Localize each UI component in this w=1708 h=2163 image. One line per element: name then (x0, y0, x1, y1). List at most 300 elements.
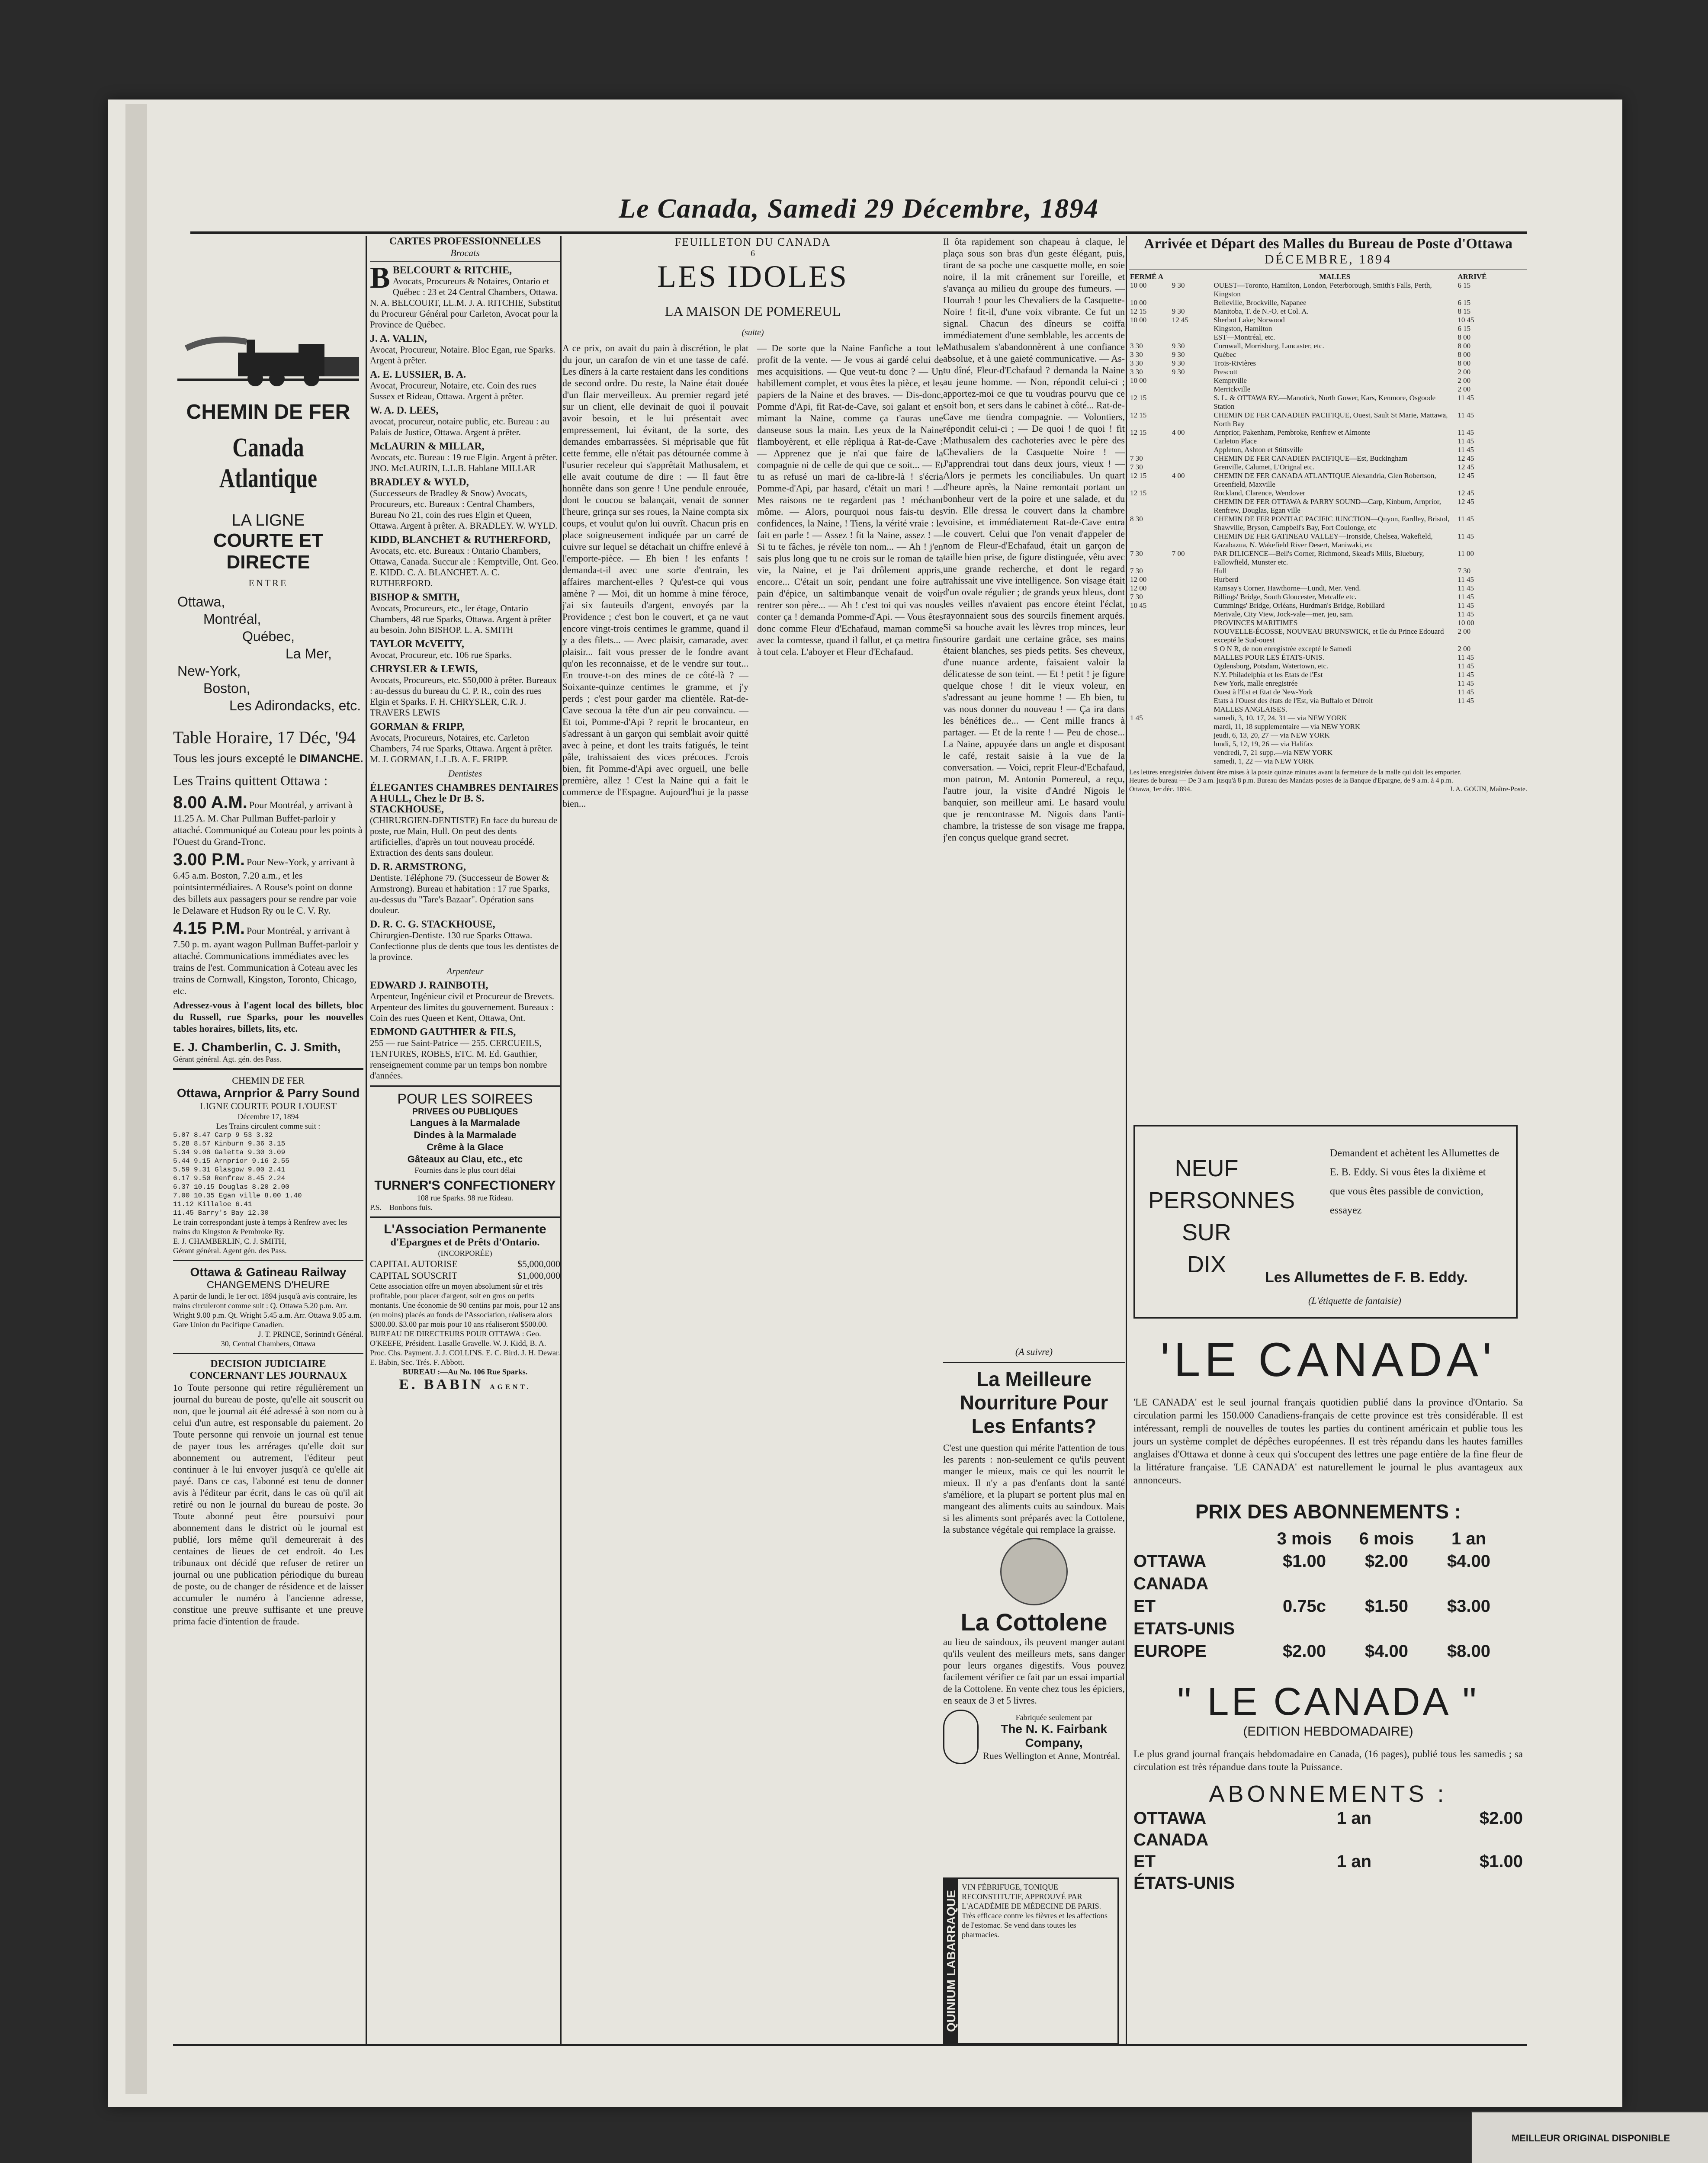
mail-row (1129, 688, 1527, 696)
masthead (190, 193, 1527, 231)
mail-row (1129, 463, 1527, 472)
card-name: D. R. C. G. STACKHOUSE, (370, 919, 495, 930)
capital-authorised (370, 1258, 560, 1270)
close-time: 10 45 (1130, 601, 1147, 610)
mail-row (1129, 740, 1527, 748)
close-time (1129, 324, 1171, 333)
departure-text: Pour Montréal, y arrivant à 7.50 p. m. ayant wagon Pullman Buffet-parloir y attaché. Communications immédiates avec les trains de l'est. Communication à Coteau avec les trains de Cornwall, Kingston, Toronto, Chicago, etc. (173, 925, 359, 996)
mail-row (1129, 515, 1527, 532)
timetable-date: Table Horaire, 17 Déc, '94 (173, 728, 356, 747)
business-card (370, 405, 560, 438)
card-text: avocat, procureur, notaire public, etc. Bureau : au Palais de Justice, Ottawa. Argent à prêter. (370, 416, 549, 437)
arrive-time: 2 00 (1458, 385, 1471, 393)
maker-name: The N. K. Fairbank Company, (1001, 1722, 1108, 1749)
city: Boston, (203, 680, 250, 696)
close-time (1129, 532, 1171, 549)
arrive-time (1457, 731, 1527, 740)
mail-row (1129, 593, 1527, 601)
cottolene-pail-icon (943, 1710, 979, 1764)
close-time: 3 30 (1130, 368, 1143, 376)
card-name: ÉLEGANTES CHAMBRES DENTAIRES A HULL, Chez le Dr B. S. STACKHOUSE, (370, 782, 559, 815)
business-card (370, 535, 560, 589)
arrive-time: 12 45 (1458, 489, 1474, 497)
mail-row (1129, 489, 1527, 497)
oapr-row: 6.37 10.15 Douglas 8.20 2.00 (173, 1183, 289, 1191)
mail-route: lundi, 5, 12, 19, 26 — via Halifax (1214, 740, 1313, 748)
cottolene-brand: La Cottolene (960, 1608, 1108, 1636)
card-text: Avocat, Procureur, Notaire. Bloc Egan, rue Sparks. Argent à prêter. (370, 344, 555, 366)
malles-header: MALLES (1319, 273, 1351, 281)
business-card (370, 639, 560, 661)
mail-route: Québec (1214, 350, 1236, 359)
close-time (1129, 645, 1171, 653)
meilleure-title: La Meilleure Nourriture Pour Les Enfants? (960, 1368, 1108, 1437)
page-fold (125, 104, 147, 2094)
price-cell: $3.00 (1447, 1597, 1491, 1616)
arrive-time: 11 45 (1458, 593, 1474, 601)
card-text: Avocats, Procureurs, etc., ler étage, Ontario Chambers, 48 rue Sparks, Ottawa. Argent à prêter au besoin. John BISHOP. L. A. SMITH (370, 603, 551, 635)
soirees-note: Fournies dans le plus court délai (414, 1166, 516, 1175)
arpenteur-label: Arpenteur (446, 966, 484, 976)
card-name: A. E. LUSSIER, B. A. (370, 369, 466, 380)
mails-footer-1: Les lettres enregistrées doivent être mises à la poste quinze minutes avant la fermeture de la malle qui doit les emporter. (1129, 769, 1461, 776)
close-time (1129, 731, 1171, 740)
card-text: Avocats, Procureurs, Notaires, etc. Carleton Chambers, 74 rue Sparks, Ottawa. Argent à prêter. M. J. GORMAN, L.L.B. A. E. FRIPP. (370, 732, 553, 764)
close-time-pm (1171, 740, 1213, 748)
mail-row (1129, 671, 1527, 679)
quinium-ad (943, 1877, 1119, 2044)
mail-route: samedi, 3, 10, 17, 24, 31 — via NEW YORK (1214, 714, 1347, 722)
card-name: EDMOND GAUTHIER & FILS, (370, 1027, 516, 1038)
mail-route: S O N R, de non enregistrée excepté le Samedi (1214, 645, 1352, 653)
feuilleton-column-right: — De sorte que la Naine Fanfiche a tout le profit de la vente. — Je vous ai gardé celui de mes acquisitions. — Que veut-tu donc ? — Un habillement complet, et vous êtes la pièce, et les papiers de la Naine et des braves. — Dis-donc, Pomme d'Api, fit Rat-de-Cave, soi galant et en mimant la Naine, comme ça t'auras une danseuse sous la main. Les yeux de la Naine flamboyèrent, et elle répliqua à Rat-de-Cave : — Apprenez que je n'ai que faire de la compagnie ni de celle de qui que ce soit... — Et tu as refusé un mari de ca-libre-là ! s'écria Pomme-d'Api, par hasard, c'était un mari ! — Mes raisons ne te regardent pas ! méchant môme. — Alors, pourquoi nous fais-tu des confidences, la Naine, ! Tiens, la vérité vraie : le fait en parle ! — Assez ! fit la Naine, assez ! — Si tu te fâches, je révèle ton nom... — Ah ! j'en sais plus long que tu ne crois sur le roman de ta vie, la Naine, et je l'ai drôlement appris, encore... C'était un soir, pendant une foire au pain d'épice, un saltimbanque venait de voir rentrer son père... — Ah ! c'est toi qui vas nous conter ça ! demanda Pomme-d'Api. — Vous êtes donc comme Fleur d'Echafaud, maman comme avec la comtesse, quand il fallut, et ça mettra fin à tout cela. L'aboyer et Fleur d'Echafaud. (757, 343, 943, 657)
child-portrait (1000, 1538, 1068, 1605)
card-text: 255 — rue Saint-Patrice — 255. CERCUEILS, TENTURES, ROBES, ETC. M. Ed. Gauthier, renseignement comme par un temps bon nombre d'années. (370, 1038, 547, 1081)
card-text: (Successeurs de Bradley & Snow) Avocats, Procureurs, etc. Bureaux : Central Chambers, Bureau No 21, coin des rues Elgin et Queen, Ottawa. Argent à prêter. A. BRADLEY. W. WYLD. (370, 488, 558, 531)
mail-row (1129, 350, 1527, 359)
mail-route: Cornwall, Morrisburg, Lancaster, etc. (1214, 342, 1324, 350)
feuilleton-body (562, 342, 943, 809)
close-time: 12 15 (1130, 307, 1147, 315)
price-row-label: CANADA (1133, 1574, 1209, 1593)
close-time: 8 30 (1130, 515, 1143, 523)
mails-body (1129, 281, 1527, 766)
hebdo-price: $1.00 (1479, 1852, 1523, 1871)
arrive-time: 11 45 (1458, 653, 1474, 661)
close-time-pm (1171, 696, 1213, 705)
mail-route: S. L. & OTTAWA RY.—Manotick, North Gower, Kars, Kenmore, Osgoode Station (1214, 394, 1436, 411)
arrive-time: 11 45 (1458, 575, 1474, 584)
mail-route: Hurberd (1214, 575, 1239, 584)
signer-titles: Gérant général. Agt. gén. des Pass. (173, 1055, 282, 1063)
mail-route: Ramsay's Corner, Hawthorne—Lundi, Mer. Vend. (1214, 584, 1361, 592)
feuilleton-column-left: A ce prix, on avait du pain à discrétion, le plat du jour, un carafon de vin et une tasse de café. Les dîners à la carte restaient dans les conditions de second ordre. Du reste, la Naine était douée d'un flair merveilleux. Au premier regard jeté sur un client, elle devinait de quoi il pouvait avoir besoin, et le lui présentait avec empressement, lui évitant, de la sorte, des demandes embarrassées. Si méprisable que fût cette femme, elle n'était pas détournée comme à l'usurier receleur qui s'apprêtait Mathusalem, et elle avait coutume de dire : — Il faut être honnête dans son genre ! Une pendule enrouée, dont le coucou se balançait, venait de sonner l'heure, grinça sur ses roues, la Naine compta six coups, et voulut qu'on lui ouvrît. Chacun pris en place soigneusement indiquée par un carré de cuivre sur lequel se détachait un chiffre enlevé à l'emporte-pièce. — Eh bien ! les enfants ! demanda-t-il avec une sorte d'entrain, les affaires marchent-elles ? Qu'est-ce qui vous amène ? — Moi, dit un homme à mine féroce, j'ai six fauteuils d'argent, envoyés par la Providence ; c'est bon le couvert, et ça ne vaut encore vingt-trois centimes le gramme, quand il y a des filets... — Avec plaisir, camarade, avec plaisir... fait vous presser de le fondre avant qu'on les reconnaisse, et de le vendre sur tout... En trouve-t-on des mines de ce côté-là ? — Soixante-quinze centimes le gramme, et j'y perds ; c'est pour garder ma clientèle. Rat-de-Cave secoua la tête d'un air peu convaincu. — Et toi, Pomme-d'Api ? reprit le brocanteur, en s'adressant à un garçon qui semblait avoir quitté avec à peine, et dont les traits fatigués, le teint pâle, trahissaient des vices précoces. J'crois bien, fit Pomme-d'Api avec orgueil, une belle première, allez ! C'est la Naine qui a fait le commerce de l'Espagne. Aujourd'hui je la passe bien... (562, 343, 748, 809)
og-text: A partir de lundi, le 1er oct. 1894 jusqu'à avis contraire, les trains circuleront comme suit : Q. Ottawa 5.20 p.m. Arr. Wright 9.00 p.m. Qt. Wright 5.45 a.m. Arr. Ottawa 9.05 a.m. Gare Union du Pacifique Canadien. (173, 1292, 362, 1329)
card-text: Dentiste. Téléphone 79. (Successeur de Bower & Armstrong). Bureau et habitation : 17 rue Sparks, au-dessus du "Tare's Bazaar". Opération sans douleur. (370, 873, 550, 915)
card-name: BELCOURT & RITCHIE, (392, 265, 512, 276)
close-time (1129, 671, 1171, 679)
close-time-pm (1171, 619, 1213, 627)
arrive-time: 11 45 (1458, 394, 1474, 402)
mail-route: Grenville, Calumet, L'Orignal etc. (1214, 463, 1314, 471)
close-time-pm (1171, 653, 1213, 662)
arrive-time: 11 45 (1458, 696, 1474, 705)
archive-stamp: MEILLEUR ORIGINAL DISPONIBLE (1471, 2111, 1708, 2163)
business-card (370, 980, 560, 1024)
arrive-time: 11 45 (1458, 610, 1474, 618)
close-time: 7 30 (1130, 454, 1143, 462)
arrive-time (1457, 705, 1527, 714)
quinium-bottle: QUINIUM LABARRAQUE (944, 1879, 958, 2043)
close-time (1129, 497, 1171, 515)
close-time (1129, 619, 1171, 627)
close-time-pm (1171, 705, 1213, 714)
maker-address: Rues Wellington et Anne, Montréal. (983, 1750, 1120, 1761)
city: New-York, (177, 663, 241, 679)
route-label: LA LIGNE (231, 511, 305, 530)
mail-route: Etats à l'Ouest des états de l'Est, via Buffalo et Détroit (1214, 696, 1373, 705)
mail-route: CHEMIN DE FER CANADIEN PACIFIQUE—Est, Buckingham (1214, 454, 1408, 462)
departure (173, 919, 363, 997)
close-time (1129, 662, 1171, 671)
oapr-row: 5.44 9.15 Arnprior 9.16 2.55 (173, 1157, 289, 1165)
close-time-pm: 4 00 (1172, 472, 1185, 480)
mail-route: samedi, 1, 22 — via NEW YORK (1214, 757, 1314, 765)
close-time-pm: 9 30 (1172, 307, 1185, 315)
arrive-time: 10 45 (1458, 316, 1474, 324)
price-row-label: ET (1133, 1597, 1156, 1616)
arrive-time: 11 45 (1458, 437, 1474, 445)
card-name: KIDD, BLANCHET & RUTHERFORD, (370, 534, 551, 546)
arrive-time: 6 15 (1458, 281, 1471, 289)
mail-route: Ouest à l'Est et Etat de New-York (1214, 688, 1313, 696)
maker-prefix: Fabriquée seulement par (1015, 1713, 1092, 1722)
mail-route: Ogdensburg, Potsdam, Watertown, etc. (1214, 662, 1329, 670)
mail-row (1129, 662, 1527, 671)
close-time: 12 00 (1130, 584, 1147, 592)
close-time-pm (1171, 515, 1213, 532)
close-time-pm (1171, 645, 1213, 653)
masthead-title: Le Canada, Samedi 29 Décembre, 1894 (619, 193, 1099, 224)
oapr-row: 7.00 10.35 Egan ville 8.00 1.40 (173, 1192, 302, 1200)
card-text: Avocats, Procureurs & Notaires, Ontario et Québec : 23 et 24 Central Chambers, Ottawa. N. A. BELCOURT, LL.M. J. A. RITCHIE, Substitut du Procureur Général pour Carleton, Avocat pour la Province de Québec. (370, 276, 560, 330)
story-text: Il ôta rapidement son chapeau à claque, le plaça sous son bras d'un geste élégant, puis, tirant de sa poche une casquette molle, en soie noire, il la mit crânement sur l'oreille, et s'avança au milieu du groupe des fumeurs. — Hourrah ! pour les Chevaliers de la Casquette-Noire ! fit-il, d'une voix vibrante. Ce fut un signal. Chacun des dîneurs se coiffa immédiatement d'une semblable, les accents de Mathusalem s'abandonnèrent à une confiance absolue, et à une gaieté communicative. — As-tu dîné, Fleur-d'Echafaud ? demanda la Naine au jeune homme. — Non, répondit celui-ci ; apportez-moi ce que tu voudras pourvu que ce soit bon, et sers dans le cabinet à côté... Rat-de-Cave me tiendra compagnie. — Volontiers, répondit celui-ci ; — De quoi ! de quoi ! fit Mathusalem des cachoteries avec le père des Chevaliers de la Casquette Noire ! — J'apprendrai tout dans deux jours, vieux ! — Alors je permets les conciliabules. Un quart d'heure après, la Naine remontait portant un bonheur vert de la poire et une salade, et du vin. Elle dressa le couvert dans la chambre voisine, et immédiatement Rat-de-Cave entra le couvert. Celui que l'on venait d'appeler de nom de Fleur-d'Echafaud, était un garçon de taille bien prise, de figure distinguée, vêtu avec une grande recherche, et dont le regard trahissait une vive intelligence. Son visage était d'un ovale régulier ; de grands yeux bleus, dont les veilles n'avaient pas encore éteint l'éclat, rayonnaient sous des sourcils finement arqués. Si sa bouche avait les lèvres trop minces, leur sourire gardait une certaine grâce, ses mains étaient blanches, ses pieds petits. Ses cheveux, d'une nuance ardente, faisaient valoir la délicatesse de son teint. — Et ! petit ! je figure quelque chose ! dit le vieux voleur, en s'adressant au jeune homme ! — Eh bien, tu vas nous donner du nouveau ! — Ça ira dans les bénéfices de... — Cent mille francs à partager. — Et de la rente ! — Peu de chose... La Naine, appuyée dans un angle et disposant le café, restait saisie à la vue de la conversation. — Voici, reprit Fleur-d'Echafaud, mon patron, M. Antonin Pomereul, a reçu, l'autre jour, la visite d'André Nigois le banquier, son meilleur ami. Le hasard voulu que je rencontrasse M. Nigois dans l'anti-chambre, la tristesse de son visage me frappa, j'en conçus quelque grand secret. (943, 236, 1125, 843)
mail-row (1129, 342, 1527, 350)
close-time (1129, 705, 1171, 714)
close-time: 12 15 (1130, 394, 1147, 402)
close-time-pm: 9 30 (1172, 368, 1185, 376)
hebdo-period: 1 an (1336, 1809, 1372, 1828)
mail-row (1129, 696, 1527, 705)
capital-value: $5,000,000 (517, 1258, 560, 1269)
mail-route: OUEST—Toronto, Hamilton, London, Peterborough, Smith's Falls, Perth, Kingston (1214, 281, 1432, 298)
mail-route: Cummings' Bridge, Orléans, Hurdman's Bridge, Robillard (1214, 601, 1385, 610)
business-card (370, 261, 560, 330)
story-suivre: (A suivre) (1015, 1346, 1053, 1357)
close-time-pm: 12 45 (1172, 316, 1188, 324)
mail-route: Kingston, Hamilton (1214, 324, 1272, 333)
daily-note (173, 752, 363, 765)
card-name: W. A. D. LEES, (370, 405, 439, 416)
feuilleton-subtitle: LA MAISON DE POMEREUL (665, 303, 841, 319)
fairbank-block (943, 1710, 1125, 1764)
arrive-time: 8 15 (1458, 307, 1471, 315)
price-table (1133, 1528, 1523, 1662)
close-time-pm (1171, 688, 1213, 696)
masthead-rule (190, 231, 1527, 234)
eddy-matches-ad (1133, 1125, 1518, 1319)
mail-row (1129, 281, 1527, 298)
price-cell: $2.00 (1282, 1642, 1326, 1661)
card-text: Avocat, Procureur, Notaire, etc. Coin des rues Sussex et Rideau, Ottawa. Argent à prêter. (370, 380, 536, 401)
close-time-pm: 9 30 (1172, 359, 1185, 367)
og-signer: J. T. PRINCE, Sorintnd't Général. (258, 1330, 363, 1338)
close-time-pm (1171, 593, 1213, 601)
oapr-footer: Le train correspondant juste à temps à Renfrew avec les trains du Kingston & Pembroke Ry. (173, 1218, 347, 1236)
price-cell: $4.00 (1447, 1552, 1491, 1571)
ferme-header: FERMÉ A (1130, 273, 1163, 281)
close-time (1129, 385, 1171, 394)
mail-row (1129, 298, 1527, 307)
mail-row (1129, 428, 1527, 437)
close-time: 7 30 (1130, 567, 1143, 575)
close-time: 3 30 (1130, 342, 1143, 350)
close-time-pm (1171, 411, 1213, 428)
soirees-item: Crême à la Glace (427, 1142, 504, 1152)
city: Montréal, (203, 611, 261, 627)
babin-label: E. BABIN (399, 1377, 484, 1393)
mails-title: Arrivée et Départ des Malles du Bureau de Poste d'Ottawa (1143, 236, 1513, 252)
oapr-note: Les Trains circulent comme suit : (216, 1122, 321, 1130)
arrive-time: 11 45 (1458, 428, 1474, 436)
arrive-time: 11 45 (1458, 688, 1474, 696)
city: Québec, (242, 629, 295, 644)
mail-route: MALLES POUR LES ÉTATS-UNIS. (1214, 653, 1324, 661)
column-railway (173, 236, 363, 2044)
babin-name (370, 1377, 560, 1393)
close-time: 3 30 (1130, 359, 1143, 367)
mail-route: Sherbot Lake; Norwood (1214, 316, 1285, 324)
capital-subscribed (370, 1270, 560, 1281)
mail-row (1129, 532, 1527, 549)
signers: E. J. Chamberlin, C. J. Smith, (173, 1040, 341, 1054)
oapr-name: Ottawa, Arnprior & Parry Sound (177, 1086, 360, 1100)
mail-row (1129, 316, 1527, 324)
close-time: 7 30 (1130, 549, 1143, 558)
mails-table (1129, 273, 1527, 766)
arrive-time: 11 45 (1458, 532, 1474, 540)
close-time: 3 30 (1130, 350, 1143, 359)
close-time: 10 00 (1130, 298, 1147, 307)
arrive-time: 2 00 (1458, 645, 1471, 653)
column-divider (1126, 236, 1127, 2044)
le-canada-ad (1133, 1332, 1523, 1894)
arrive-time: 11 45 (1458, 671, 1474, 679)
drop-cap: B (370, 261, 390, 295)
city: Ottawa, (177, 594, 225, 610)
close-time (1129, 696, 1171, 705)
close-time-pm (1171, 731, 1213, 740)
card-name: BRADLEY & WYLD, (370, 477, 469, 488)
close-time: 7 30 (1130, 593, 1143, 601)
close-time: 12 15 (1130, 489, 1147, 497)
price-cell: $2.00 (1364, 1552, 1409, 1571)
arrive-time: 2 00 (1458, 376, 1471, 385)
soirees-list (370, 1117, 560, 1165)
departure (173, 850, 363, 916)
section-label (370, 768, 560, 779)
mail-route: EST—Montréal, etc. (1214, 333, 1275, 341)
close-time-pm (1171, 376, 1213, 385)
arrive-time: 11 45 (1458, 515, 1474, 523)
mail-row (1129, 446, 1527, 454)
capital-value: $1,000,000 (517, 1270, 560, 1281)
cards-heading: CARTES PROFESSIONNELLES (389, 236, 541, 247)
price-cell: $1.00 (1282, 1552, 1326, 1571)
mail-row (1129, 757, 1527, 766)
close-time: 7 30 (1130, 463, 1143, 471)
mail-route: Merivale, City View, Jock-vale—mer, jeu, sam. (1214, 610, 1354, 618)
capital-label: CAPITAL AUTORISE (370, 1258, 458, 1269)
close-time-pm: 9 30 (1172, 342, 1185, 350)
eddy-brand: Les Allumettes de F. B. Eddy. (1265, 1269, 1468, 1286)
hebdo-price: $2.00 (1479, 1809, 1523, 1828)
business-card (370, 664, 560, 718)
close-time (1129, 688, 1171, 696)
price-row-label: OTTAWA (1133, 1552, 1207, 1571)
card-name: McLAURIN & MILLAR, (370, 441, 485, 452)
close-time (1129, 740, 1171, 748)
price-cell: $1.50 (1364, 1597, 1409, 1616)
column-divider (366, 236, 367, 2044)
close-time (1129, 722, 1171, 731)
cards-subheading: Brocats (450, 247, 480, 258)
mail-row (1129, 437, 1527, 446)
assoc-heading: L'Association Permanente (384, 1222, 546, 1236)
soirees-item: Dindes à la Marmalade (414, 1130, 517, 1140)
soirees-heading: POUR LES SOIREES (397, 1091, 533, 1107)
arrive-time: 11 45 (1458, 584, 1474, 592)
close-time-pm: 9 30 (1172, 350, 1185, 359)
close-time-pm (1171, 437, 1213, 446)
mail-row (1129, 584, 1527, 593)
turner-name: TURNER'S CONFECTIONERY (374, 1178, 556, 1193)
bottom-rule (173, 2044, 1527, 2046)
mails-footer-3 (1129, 785, 1527, 794)
column-feuilleton (562, 236, 943, 2044)
close-time (1129, 757, 1171, 766)
oapr-row: 5.59 9.31 Glasgow 9.00 2.41 (173, 1166, 286, 1174)
soirees-item: Gâteaux au Clau, etc., etc (407, 1154, 523, 1165)
soirees-item: Langues à la Marmalade (410, 1117, 520, 1128)
close-time: 12 15 (1130, 411, 1147, 419)
mail-route: Trois-Rivières (1214, 359, 1256, 367)
postmaster: J. A. GOUIN, Maître-Poste. (1449, 786, 1527, 793)
arrive-time: 6 15 (1458, 298, 1471, 307)
arrive-time: 6 15 (1458, 324, 1471, 333)
card-name: EDWARD J. RAINBOTH, (370, 980, 488, 991)
dentistes-label: Dentistes (448, 768, 482, 779)
card-name: D. R. ARMSTRONG, (370, 861, 466, 873)
mail-route: Manitoba, T. de N.-O. et Col. A. (1214, 307, 1309, 315)
arrive-time: 12 45 (1458, 454, 1474, 462)
price-row-label: EUROPE (1133, 1642, 1207, 1661)
neuf-line: SUR (1181, 1219, 1231, 1245)
hebdo-price-table (1133, 1807, 1523, 1894)
close-time-pm (1171, 584, 1213, 593)
business-card (370, 369, 560, 402)
mail-route: N.Y. Philadelphia et les Etats de l'Est (1214, 671, 1323, 679)
decision-text: 1o Toute personne qui retire régulièrement un journal du bureau de poste, qu'elle ait souscrit ou non, que le journal ait été adressé à son nom ou à celui d'un autre, est responsable du paiement. 2o Toute personne qui renvoie un journal est tenue de payer tous les arrérages qu'elle doit sur abonnement ou autrement, l'éditeur peut continuer à le lui envoyer jusqu'à ce qu'elle ait payé. Dans ce cas, l'abonné est tenu de donner avis à l'éditeur par écrit, dans le cas où qu'il ait retiré ou non le journal du bureau de poste. 3o Toute abonné peut être poursuivi pour abonnement dans le district où le journal est publié, lors même qu'il demeurerait à des centaines de lieues de cet endroit. 4o Les tribunaux ont décidé que refuser de retirer un journal ou une publication périodique du bureau de poste, ou de changer de résidence et de laisser accumuler le numéro à l'ancienne adresse, constitue une preuve suffisante et une preuve prima facie d'intention de fraude. (173, 1382, 363, 1627)
railway-headline: CHEMIN DE FER (186, 401, 350, 424)
section-label (370, 966, 560, 977)
mail-row (1129, 454, 1527, 463)
arrive-time: 11 45 (1458, 662, 1474, 670)
arrive-header: ARRIVÉ (1458, 273, 1487, 281)
og-address: 30, Central Chambers, Ottawa (221, 1339, 316, 1348)
soirees-sub: PRIVEES OU PUBLIQUES (412, 1107, 518, 1117)
arrive-time: 8 00 (1458, 350, 1471, 359)
mail-route: CHEMIN DE FER CANADIEN PACIFIQUE, Ouest, Sault St Marie, Mattawa, North Bay (1214, 411, 1448, 428)
arrive-time: 7 30 (1458, 567, 1471, 575)
card-text: Avocat, Procureur, etc. 106 rue Sparks. (370, 650, 512, 660)
close-time (1129, 748, 1171, 757)
arrive-time: 11 45 (1458, 679, 1474, 687)
business-card (370, 334, 560, 366)
babin-role: AGENT. (490, 1383, 531, 1391)
card-name: CHRYSLER & LEWIS, (370, 664, 478, 675)
departure-time: 3.00 P.M. (173, 850, 245, 869)
og-name: Ottawa & Gatineau Railway (190, 1265, 347, 1279)
neuf-line: PERSONNES (1148, 1187, 1295, 1213)
locomotive-illustration (173, 331, 363, 392)
mail-route: Arnprior, Pakenham, Pembroke, Renfrew et Almonte (1214, 428, 1371, 436)
cottolene-text: au lieu de saindoux, ils peuvent manger autant qu'ils veulent des meilleurs mets, sans danger pour leurs organes digestifs. Vous pouvez facilement vérifier ce fait par un essai impartial de la Cottolene. En vente chez tous les épiciers, en seaux de 3 et 5 livres. (943, 1637, 1125, 1706)
business-card (370, 783, 560, 858)
close-time-pm (1171, 610, 1213, 619)
mail-row (1129, 645, 1527, 653)
abonnements-heading: ABONNEMENTS : (1209, 1781, 1448, 1807)
oapr-row: 5.28 8.57 Kinburn 9.36 3.15 (173, 1140, 286, 1148)
card-text: Avocats, etc. etc. Bureaux : Ontario Chambers, Ottawa, Canada. Succur ale : Kemptville, Ont. Geo. E. KIDD. C. A. BLANCHET. A. C. RUTHERFORD. (370, 546, 559, 588)
hebdo-text: Le plus grand journal français hebdomadaire en Canada, (16 pages), publié tous les samedis ; sa circulation est très répandue dans toute la Puissance. (1133, 1749, 1523, 1772)
close-time (1129, 333, 1171, 342)
arrive-time (1457, 748, 1527, 757)
capital-label: CAPITAL SOUSCRIT (370, 1270, 458, 1281)
mail-row (1129, 567, 1527, 575)
price-row-label: ETATS-UNIS (1133, 1619, 1235, 1638)
feuilleton-heading: FEUILLETON DU CANADA (674, 236, 831, 248)
route-headline: COURTE ET DIRECTE (213, 530, 324, 573)
mail-route: Hull (1214, 567, 1227, 575)
hebdo-sub: (EDITION HEBDOMADAIRE) (1243, 1724, 1413, 1739)
hebdo-title: " LE CANADA " (1177, 1680, 1479, 1723)
close-time (1129, 437, 1171, 446)
column-cards (370, 236, 560, 2044)
close-time-pm (1171, 385, 1213, 394)
arrive-time (1457, 757, 1527, 766)
departure-text: Pour Montréal, y arrivant à 11.25 A. M. Char Pullman Buffet-parloir y attaché. Communiqué au Coteau pour les points à l'Ouest du Grand-Tronc. (173, 799, 363, 847)
business-card (370, 1027, 560, 1081)
column-divider (560, 236, 562, 2044)
close-time-pm (1171, 463, 1213, 472)
mail-route: Prescott (1214, 368, 1238, 376)
mail-row (1129, 307, 1527, 316)
daily-note-text: Tous les jours excepté le (173, 752, 297, 765)
mail-row (1129, 705, 1527, 714)
price-cell: $8.00 (1447, 1642, 1491, 1661)
hebdo-row-label: CANADA (1133, 1830, 1209, 1849)
